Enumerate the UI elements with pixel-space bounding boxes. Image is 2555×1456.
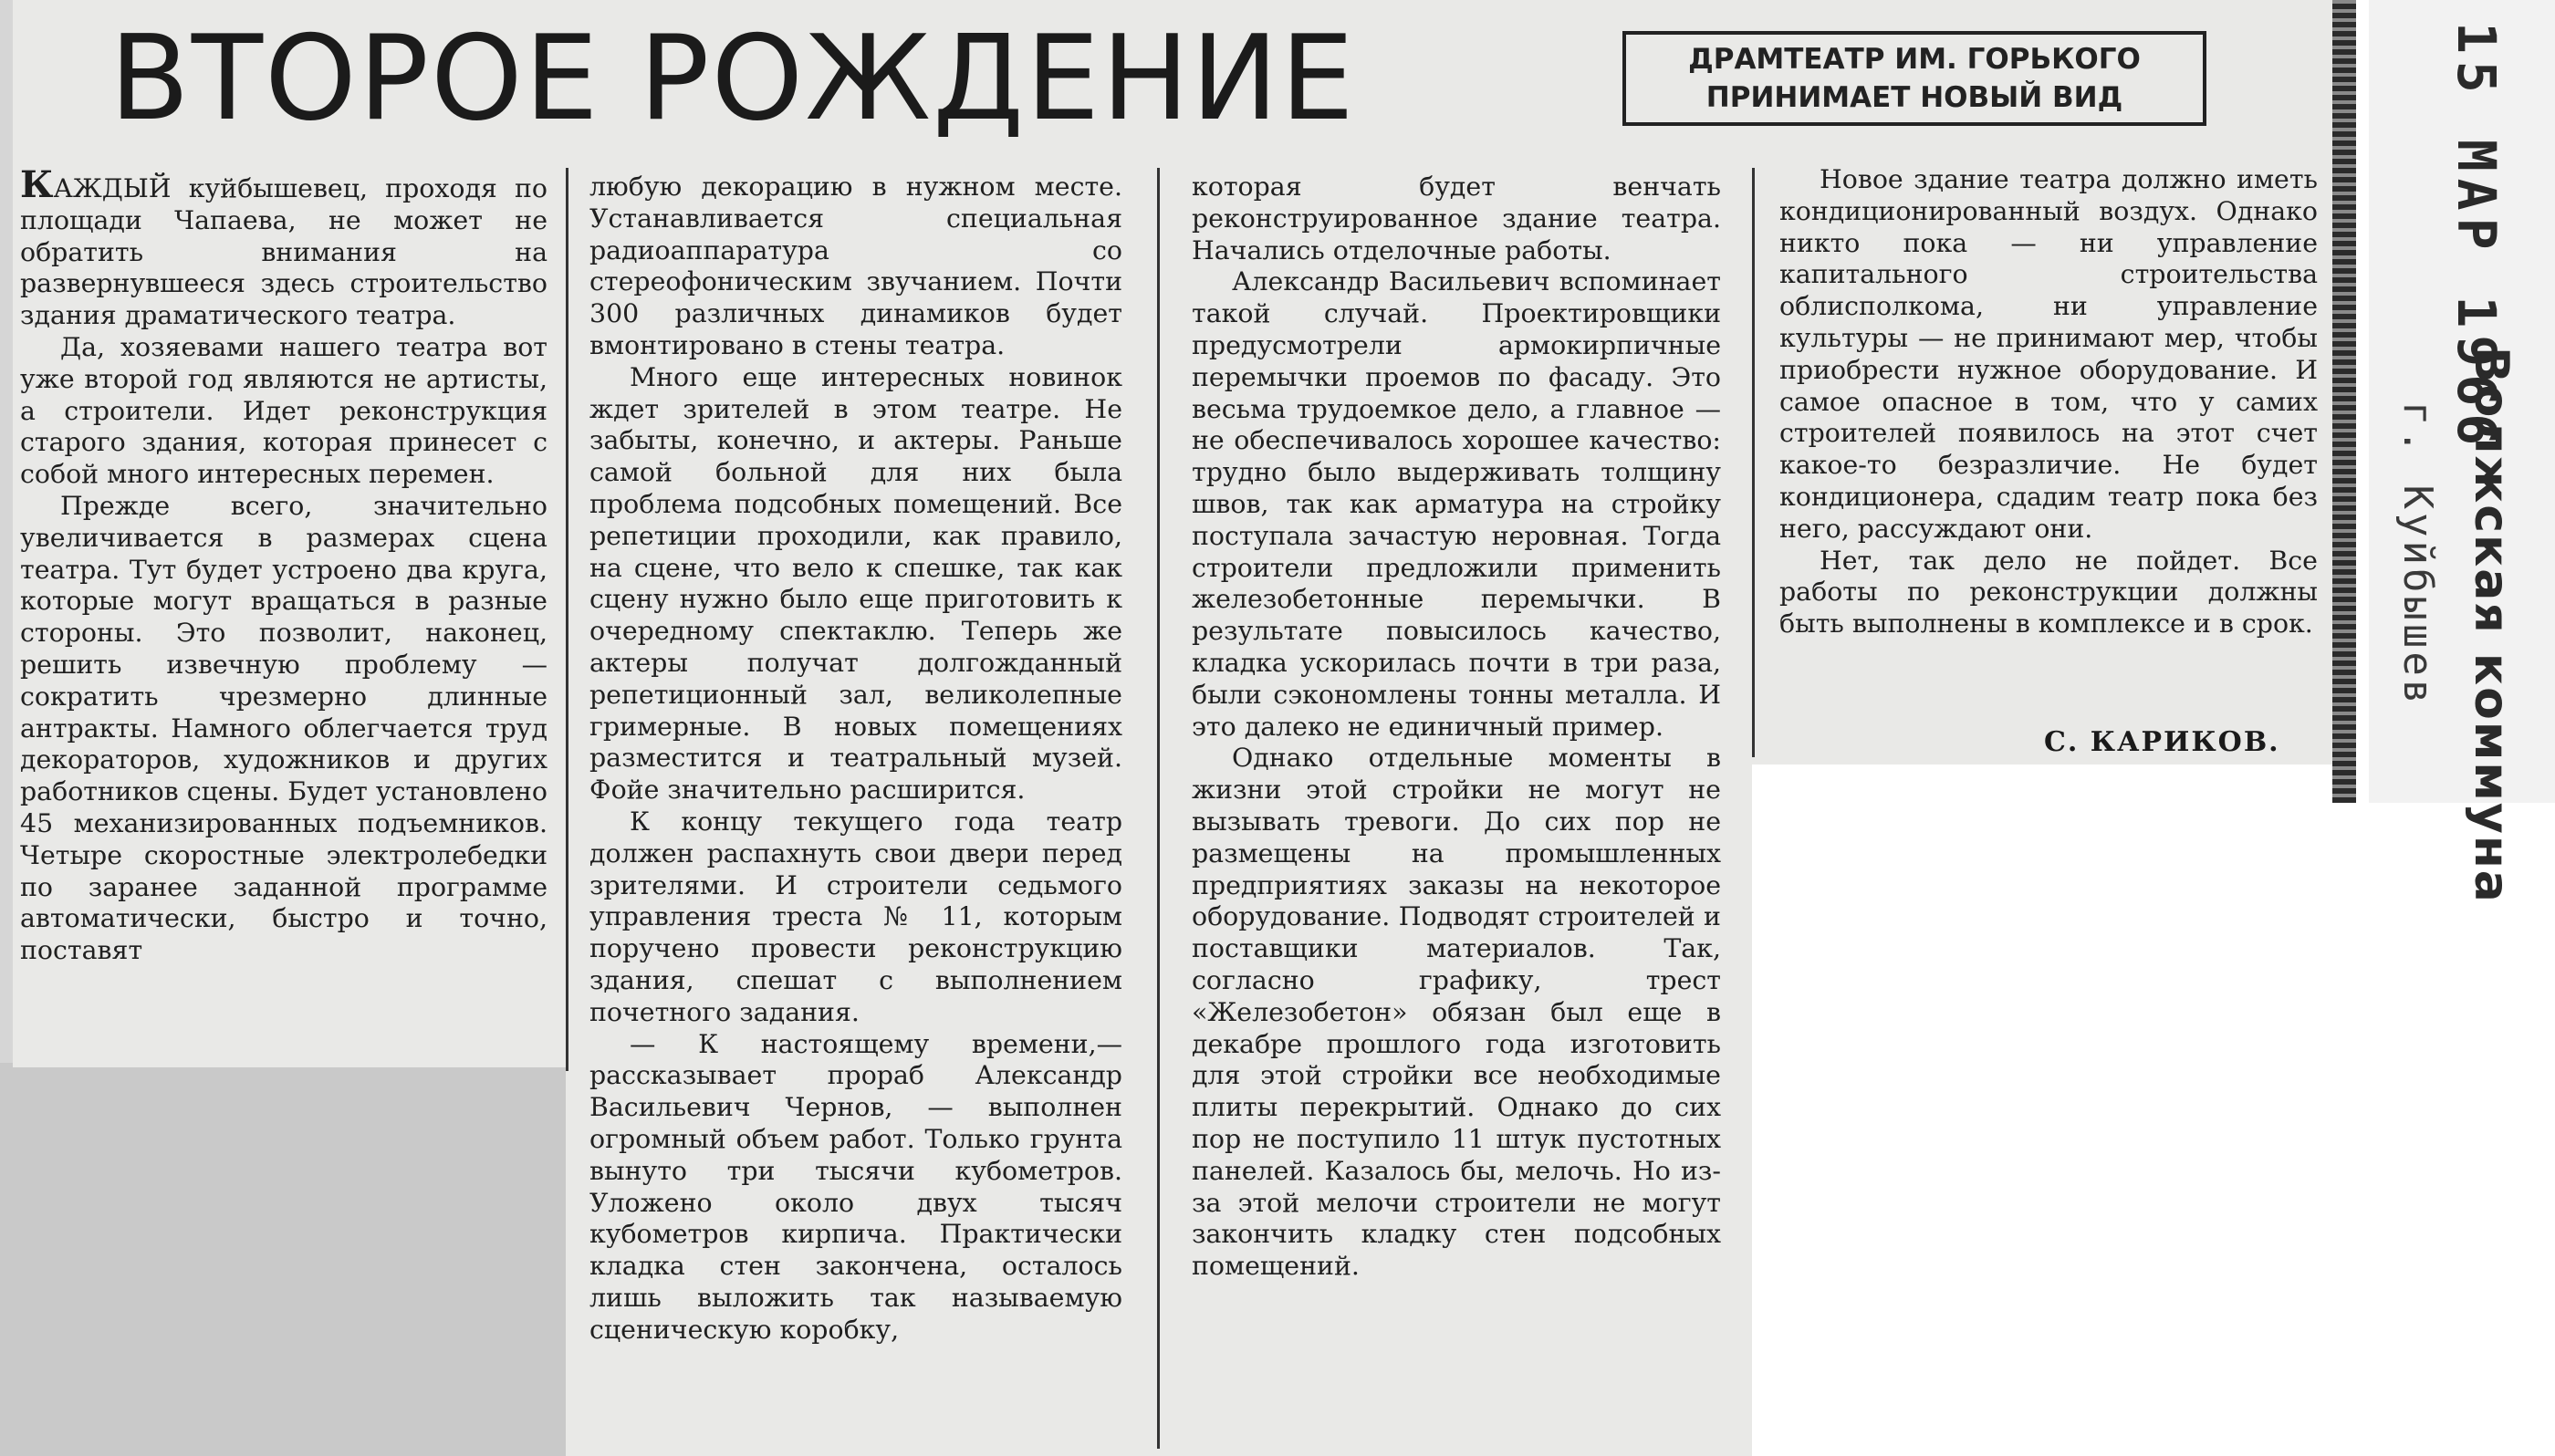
article-column-2 [589, 172, 1122, 1346]
paragraph: — К настоящему времени,— рассказывает прораб Александр Васильевич Чернов, — выполнен огромный объем работ. Только грунта вынуто три тысячи кубометров. Уложено около двух тысяч кубометров кирпича. Практически кладка стен закончена, осталось лишь выложить так называемую сценическую коробку, [589, 1028, 1122, 1345]
paragraph-text: АЖДЫЙ куйбышевец, проходя по площади Чапаева, не может не обратить внимания на развернувшееся здесь строительство здания драматического театра. [20, 173, 548, 331]
paragraph: Однако отдельные моменты в жизни этой стройки не могут не вызывать тревоги. До сих пор не размещены на промышленных предприятиях заказы на некоторое оборудование. Подводят строителей и поставщики материалов. Так, согласно графику, трест «Железобетон» обязан был еще в декабре прошлого года изготовить для этой стройки все необходимые плиты перекрытий. Однако до сих пор не поступило 11 штук пустотных панелей. Казалось бы, мелочь. Но из-за этой мелочи строители не могут закончить кладку стен подсобных помещений. [1192, 743, 1721, 1282]
scan-background [0, 1063, 568, 1456]
paragraph: К концу текущего года театр должен распахнуть свои двери перед зрителями. И строители седьмого управления треста № 11, которым поручено провести реконструкцию здания, спешат с выполнением почетного задания. [589, 806, 1122, 1027]
author-signature: С. КАРИКОВ. [2044, 726, 2280, 758]
paragraph: Нет, так дело не пойдет. Все работы по реконструкции должны быть выполнены в комплексе и в срок. [1779, 545, 2318, 640]
paragraph: Много еще интересных новинок ждет зрителей в этом театре. Не забыты, конечно, и актеры. Раньше самой больной для них была проблема подсобных помещений. Все репетиции проходили, как правило, на сцене, что вело к спешке, так как сцену нужно было еще приготовить к очередному спектаклю. Теперь же актеры получат долгожданный репетиционный зал, великолепные гримерные. В новых помещениях разместится и театральный музей. Фойе значительно расширится. [589, 361, 1122, 806]
paragraph: Александр Васильевич вспоминает такой случай. Проектировщики предусмотрели армокирпичные перемычки проемов по фасаду. Это весьма трудоемкое дело, а главное — не обеспечивалось хорошее качество: трудно было выдерживать толщину швов, так как арматура на стройку поступала зачастую неровная. Тогда строители предложили применить железобетонные перемычки. В результате повысилось качество, кладка ускорилась почти в три раза, были сэкономлены тонны металла. И это далеко не единичный пример. [1192, 266, 1721, 742]
kicker-line-1: ДРАМТЕАТР ИМ. ГОРЬКОГО [1688, 43, 2141, 76]
stamp-date: 15 МАР 1966 [2446, 22, 2508, 453]
stamp-city: г. Куйбышев [2394, 401, 2441, 708]
stamp-newspaper-name: Волжская коммуна [2464, 347, 2518, 904]
article-column-4 [1779, 164, 2318, 640]
kicker-line-2: ПРИНИМАЕТ НОВЫЙ ВИД [1705, 81, 2123, 114]
drop-cap: К [20, 163, 54, 206]
article-column-3 [1192, 172, 1721, 1283]
paragraph: Новое здание театра должно иметь кондиционированный воздух. Однако никто пока — ни управление капитального строительства облисполкома, ни управление культуры — не принимают мер, чтобы приобрести нужное оборудование. И самое опасное в том, что у самих строителей появилось на этот счет какое-то безразличие. Не будет кондиционера, сдадим театр пока без него, рассуждают они. [1779, 164, 2318, 544]
clipping-torn-edge [2332, 0, 2356, 803]
column-rule-3 [1752, 168, 1755, 757]
column-rule-2 [1157, 168, 1160, 1449]
scan-left-edge [0, 0, 13, 1063]
paragraph: Прежде всего, значительно увеличивается в размерах сцена театра. Тут будет устроено два круга, которые могут вращаться в разные стороны. Это позволит, наконец, решить извечную проблему — сократить чрезмерно длинные антракты. Намного облегчается труд декораторов, художников и других работников сцены. Будет установлено 45 механизированных подъемников. Четыре скоростные электролебедки по заранее заданной программе автоматически, быстро и точно, поставят [20, 490, 548, 966]
column-rule-1 [566, 168, 568, 1071]
article-kicker-box [1622, 31, 2206, 126]
paragraph: которая будет венчать реконструированное здание театра. Начались отделочные работы. [1192, 172, 1721, 265]
article-headline: ВТОРОЕ РОЖДЕНИЕ [110, 11, 1356, 147]
paragraph [20, 163, 548, 332]
paragraph: Да, хозяевами нашего театра вот уже второй год являются не артисты, а строители. Идет реконструкция старого здания, которая принесет с собой много интересных перемен. [20, 331, 548, 490]
paragraph: любую декорацию в нужном месте. Устанавливается специальная радиоаппаратура со стереофоническим звучанием. Почти 300 различных динамиков будет вмонтировано в стены театра. [589, 172, 1122, 360]
article-column-1 [20, 163, 548, 967]
